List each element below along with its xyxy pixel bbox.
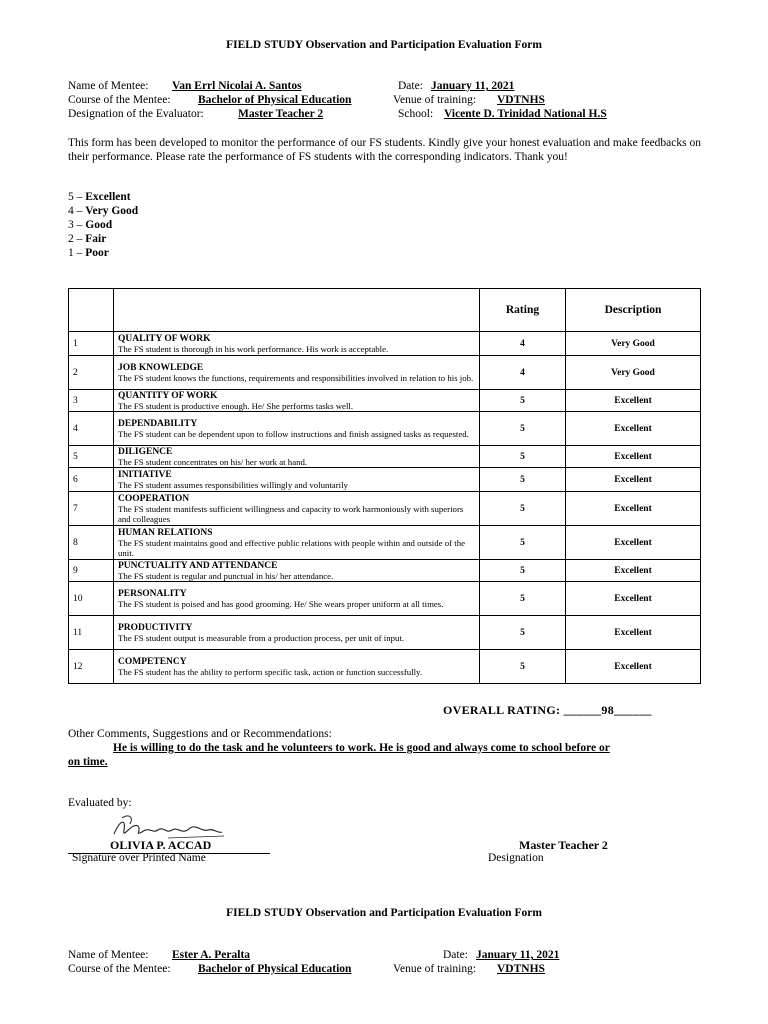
designation-label: Designation of the Evaluator: [68, 108, 204, 120]
criteria-name: QUALITY OF WORK [118, 333, 211, 344]
table-row [69, 412, 701, 446]
criteria-description: The FS student manifests sufficient willingness and capacity to work harmoniously with superiors and colleagues [118, 503, 464, 524]
comments-label: Other Comments, Suggestions and or Recommendations: [68, 728, 332, 740]
scale-item [68, 247, 109, 259]
table-row [69, 390, 701, 412]
form-title: FIELD STUDY Observation and Participation Evaluation Form [226, 39, 542, 51]
date-label: Date: [398, 80, 423, 92]
criteria-description: The FS student can be dependent upon to follow instructions and finish assigned tasks as requested. [118, 428, 469, 439]
rating-cell: 5 [480, 412, 566, 446]
course-label: Course of the Mentee: [68, 94, 171, 106]
row-number: 9 [69, 560, 114, 582]
signature-caption: Signature over Printed Name [72, 852, 206, 864]
date-value: January 11, 2021 [431, 80, 515, 92]
scale-label: Poor [85, 247, 109, 259]
criteria-name: INITIATIVE [118, 469, 172, 480]
table-row [69, 356, 701, 390]
scale-label: Good [85, 219, 113, 231]
scale-number: 5 – [68, 191, 83, 203]
rating-cell: 5 [480, 650, 566, 684]
criteria-cell [114, 446, 480, 468]
date-label-2: Date: [443, 949, 468, 961]
rating-cell: 5 [480, 616, 566, 650]
scale-item [68, 191, 131, 203]
designation-value: Master Teacher 2 [238, 108, 324, 120]
criteria-cell [114, 390, 480, 412]
rating-cell: 5 [480, 526, 566, 560]
rating-description-cell: Excellent [566, 412, 701, 446]
criteria-cell [114, 332, 480, 356]
criteria-cell [114, 468, 480, 492]
row-number: 11 [69, 616, 114, 650]
criteria-description: The FS student knows the functions, requirements and responsibilities involved in relation to his job. [118, 372, 474, 383]
scale-label: Excellent [85, 191, 131, 203]
school-value: Vicente D. Trinidad National H.S [444, 108, 607, 120]
criteria-description: The FS student concentrates on his/ her work at hand. [118, 456, 308, 467]
criteria-name: COMPETENCY [118, 656, 187, 667]
comments-line-1: He is willing to do the task and he volunteers to work. He is good and always come to school before or [113, 742, 610, 754]
header-description: Description [566, 289, 701, 332]
criteria-description: The FS student is regular and punctual in his/ her attendance. [118, 570, 334, 581]
row-number: 10 [69, 582, 114, 616]
header-rating: Rating [480, 289, 566, 332]
row-number: 7 [69, 492, 114, 526]
table-header-row [69, 289, 701, 332]
venue-value-2: VDTNHS [497, 963, 545, 975]
table-row [69, 526, 701, 560]
table-row [69, 650, 701, 684]
row-number: 12 [69, 650, 114, 684]
mentee-label: Name of Mentee: [68, 80, 149, 92]
designation-caption: Designation [488, 852, 544, 864]
criteria-description: The FS student is productive enough. He/ She performs tasks well. [118, 400, 354, 411]
rating-description-cell: Excellent [566, 446, 701, 468]
evaluation-table [68, 288, 701, 684]
rating-description-cell: Excellent [566, 582, 701, 616]
table-row [69, 468, 701, 492]
table-row [69, 446, 701, 468]
scale-number: 4 – [68, 205, 83, 217]
row-number: 6 [69, 468, 114, 492]
criteria-description: The FS student output is measurable from a production process, per unit of input. [118, 632, 405, 643]
criteria-description: The FS student assumes responsibilities willingly and voluntarily [118, 479, 348, 490]
comments-line-2: on time. [68, 756, 108, 768]
rating-cell: 4 [480, 332, 566, 356]
row-number: 4 [69, 412, 114, 446]
row-number: 2 [69, 356, 114, 390]
table-row [69, 616, 701, 650]
criteria-description: The FS student is thorough in his work performance. His work is acceptable. [118, 343, 389, 354]
venue-value: VDTNHS [497, 94, 545, 106]
scale-number: 2 – [68, 233, 83, 245]
scale-label: Very Good [85, 205, 139, 217]
row-number: 8 [69, 526, 114, 560]
rating-cell: 5 [480, 492, 566, 526]
criteria-cell [114, 526, 480, 560]
table-row [69, 582, 701, 616]
evaluator-designation: Master Teacher 2 [519, 838, 608, 852]
criteria-cell [114, 356, 480, 390]
criteria-name: DEPENDABILITY [118, 418, 198, 429]
intro-paragraph: This form has been developed to monitor the performance of our FS students. Kindly give your honest evaluation and make feedbacks on their performance. Please rate the performance of FS students with the corresponding indicators. Thank you! [68, 137, 701, 163]
rating-cell: 5 [480, 446, 566, 468]
criteria-name: QUANTITY OF WORK [118, 390, 218, 401]
scale-label: Fair [85, 233, 107, 245]
rating-description-cell: Excellent [566, 650, 701, 684]
row-number: 1 [69, 332, 114, 356]
course-label-2: Course of the Mentee: [68, 963, 171, 975]
table-row [69, 560, 701, 582]
rating-cell: 5 [480, 468, 566, 492]
header-criteria [114, 289, 480, 332]
course-value-2: Bachelor of Physical Education [198, 963, 352, 975]
date-value-2: January 11, 2021 [476, 949, 560, 961]
criteria-name: JOB KNOWLEDGE [118, 362, 204, 373]
criteria-description: The FS student has the ability to perform specific task, action or function successfully. [118, 666, 423, 677]
rating-description-cell: Very Good [566, 356, 701, 390]
rating-cell: 5 [480, 582, 566, 616]
criteria-cell [114, 616, 480, 650]
criteria-name: DILIGENCE [118, 446, 173, 457]
header-number [69, 289, 114, 332]
criteria-cell [114, 412, 480, 446]
table-row [69, 492, 701, 526]
rating-cell: 4 [480, 356, 566, 390]
rating-description-cell: Excellent [566, 492, 701, 526]
criteria-description: The FS student is poised and has good grooming. He/ She wears proper uniform at all times. [118, 598, 444, 609]
venue-label: Venue of training: [393, 94, 477, 106]
rating-cell: 5 [480, 390, 566, 412]
criteria-name: PUNCTUALITY AND ATTENDANCE [118, 560, 278, 571]
row-number: 3 [69, 390, 114, 412]
form-title-2: FIELD STUDY Observation and Participation Evaluation Form [226, 907, 542, 919]
scale-item [68, 205, 138, 217]
table-row [69, 332, 701, 356]
rating-cell: 5 [480, 560, 566, 582]
criteria-cell [114, 582, 480, 616]
criteria-description: The FS student maintains good and effective public relations with people within and outside of the unit. [118, 537, 466, 558]
scale-number: 3 – [68, 219, 83, 231]
mentee-value: Van Errl Nicolai A. Santos [172, 80, 302, 92]
mentee-value-2: Ester A. Peralta [172, 949, 251, 961]
criteria-name: PRODUCTIVITY [118, 622, 193, 633]
criteria-name: HUMAN RELATIONS [118, 527, 213, 538]
criteria-name: COOPERATION [118, 493, 190, 504]
criteria-name: PERSONALITY [118, 588, 187, 599]
evaluated-by-label: Evaluated by: [68, 797, 132, 809]
rating-description-cell: Very Good [566, 332, 701, 356]
criteria-cell [114, 492, 480, 526]
row-number: 5 [69, 446, 114, 468]
scale-item [68, 233, 106, 245]
criteria-cell [114, 560, 480, 582]
overall-rating: OVERALL RATING: ______98______ [443, 703, 652, 717]
scale-item [68, 219, 112, 231]
course-value: Bachelor of Physical Education [198, 94, 352, 106]
evaluator-name: OLIVIA P. ACCAD [110, 838, 212, 852]
mentee-label-2: Name of Mentee: [68, 949, 149, 961]
rating-description-cell: Excellent [566, 526, 701, 560]
rating-description-cell: Excellent [566, 560, 701, 582]
rating-description-cell: Excellent [566, 390, 701, 412]
scale-number: 1 – [68, 247, 83, 259]
rating-description-cell: Excellent [566, 616, 701, 650]
criteria-cell [114, 650, 480, 684]
rating-description-cell: Excellent [566, 468, 701, 492]
school-label: School: [398, 108, 434, 120]
venue-label-2: Venue of training: [393, 963, 477, 975]
